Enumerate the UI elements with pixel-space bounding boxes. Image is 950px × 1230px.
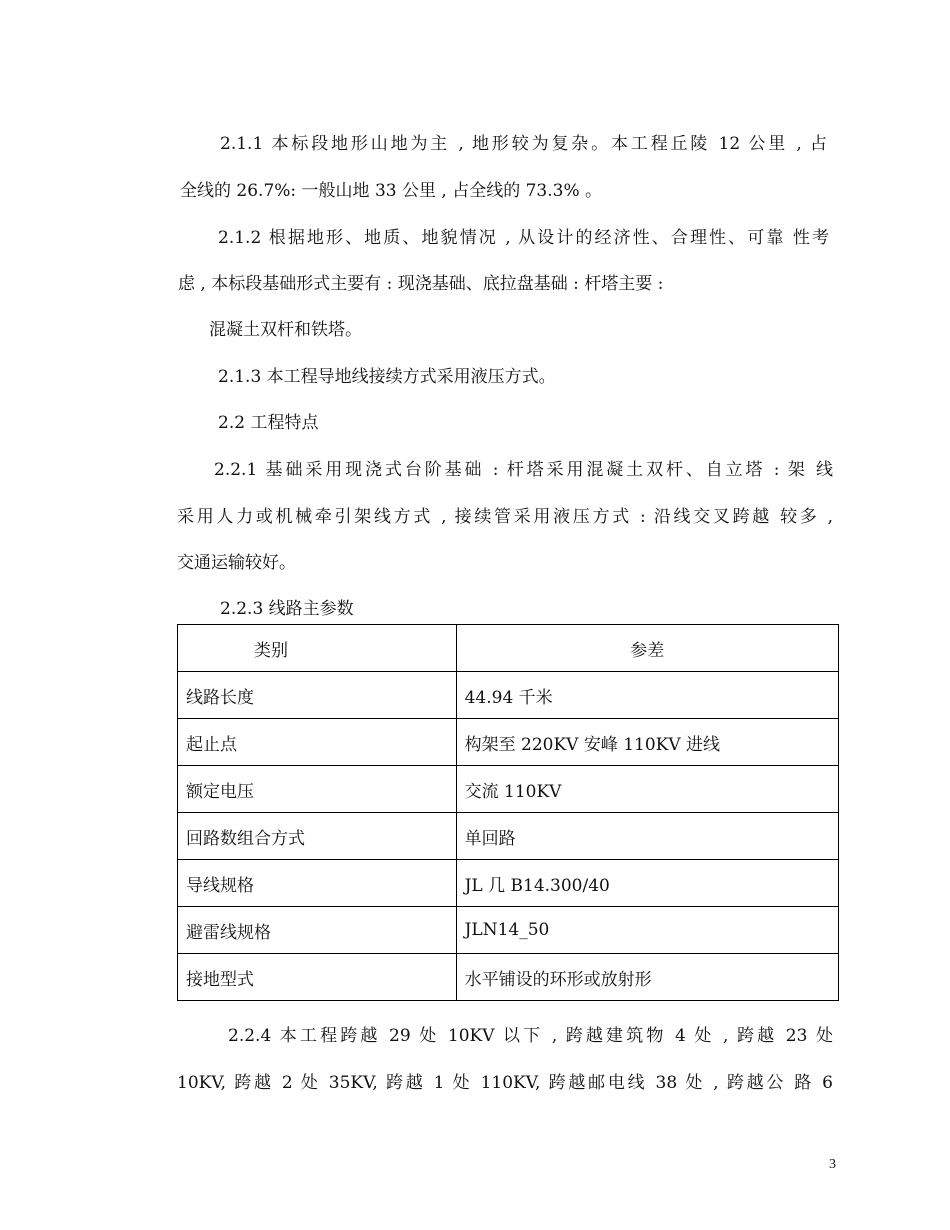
- table-row: [178, 672, 839, 719]
- paragraph-2-1-1-line-2: 全线的 26.7%: 一般山地 33 公里 , 占全线的 73.3% 。: [180, 181, 603, 201]
- table-header-value: 参差: [456, 625, 838, 672]
- table-cell-label: 导线规格: [178, 860, 457, 907]
- table-cell-value: JL 几 B14.300/40: [456, 860, 838, 907]
- paragraph-2-2-1-line-3: 交通运输较好。: [177, 553, 296, 573]
- table-cell-label: 起止点: [178, 719, 457, 766]
- table-cell-label: 额定电压: [178, 766, 457, 813]
- paragraph-2-1-2-line-3: 混凝土双杆和铁塔。: [209, 320, 362, 340]
- table-cell-value: 交流 110KV: [456, 766, 838, 813]
- paragraph-2-2-1-line-2: 采用人力或机械牵引架线方式 , 接续管采用液压方式 : 沿线交叉跨越 较多 ,: [177, 507, 833, 527]
- table-cell-label: 回路数组合方式: [178, 813, 457, 860]
- table-header-category: 类别: [178, 625, 457, 672]
- table-cell-value: 44.94 千米: [456, 672, 838, 719]
- table-cell-label: 避雷线规格: [178, 907, 457, 954]
- section-heading-2-2: 2.2 工程特点: [218, 413, 319, 433]
- table-cell-value: 水平铺设的环形或放射形: [456, 954, 838, 1001]
- table-cell-value: JLN14_50: [456, 907, 838, 954]
- paragraph-2-1-2-line-2: 虑 , 本标段基础形式主要有 : 现浇基础、底拉盘基础 : 杆塔主要 :: [178, 274, 664, 294]
- table-cell-label: 线路长度: [178, 672, 457, 719]
- page-number: 3: [829, 1157, 836, 1172]
- table-cell-value: 构架至 220KV 安峰 110KV 进线: [456, 719, 838, 766]
- table-row: [178, 719, 839, 766]
- paragraph-2-1-1-line-1: 2.1.1 本标段地形山地为主 , 地形较为复杂。本工程丘陵 12 公里 , 占: [220, 134, 827, 154]
- paragraph-2-2-4-line-1: 2.2.4 本工程跨越 29 处 10KV 以下 , 跨越建筑物 4 处 , 跨越 23 处: [228, 1026, 833, 1046]
- paragraph-2-2-4-line-2: 10KV, 跨越 2 处 35KV, 跨越 1 处 110KV, 跨越邮电线 38 处 , 跨越公 路 6: [177, 1073, 833, 1093]
- table-header-row: [178, 625, 839, 672]
- table-row: [178, 954, 839, 1001]
- table-row: [178, 766, 839, 813]
- paragraph-2-1-2-line-1: 2.1.2 根据地形、地质、地貌情况 , 从设计的经济性、合理性、可靠 性考: [218, 228, 829, 248]
- section-heading-2-2-3: 2.2.3 线路主参数: [220, 599, 354, 619]
- paragraph-2-2-1-line-1: 2.2.1 基础采用现浇式台阶基础 : 杆塔采用混凝土双杆、自立塔 : 架 线: [214, 460, 833, 480]
- table-cell-label: 接地型式: [178, 954, 457, 1001]
- paragraph-2-1-3: 2.1.3 本工程导地线接续方式采用液压方式。: [218, 367, 556, 387]
- table-row: [178, 860, 839, 907]
- table-row: [178, 813, 839, 860]
- line-parameters-table: [177, 624, 839, 1001]
- table-row: [178, 907, 839, 954]
- table-cell-value: 单回路: [456, 813, 838, 860]
